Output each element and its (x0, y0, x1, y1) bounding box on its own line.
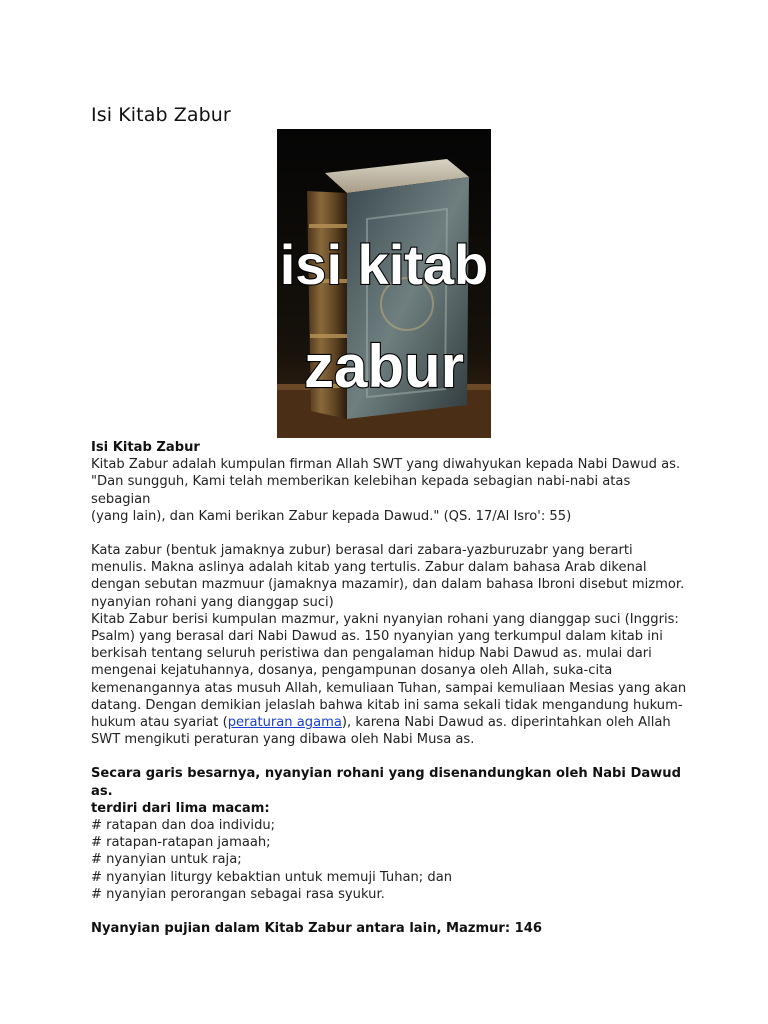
paragraph-line: Kitab Zabur adalah kumpulan firman Allah SWT yang diwahyukan kepada Nabi Dawud as. (91, 457, 681, 473)
article-body (91, 439, 691, 937)
paragraph-line: kemenangannya atas musuh Allah, kemuliaan Tuhan, sampai kemuliaan Mesias yang akan (91, 680, 687, 696)
paragraph-line: Psalm) yang berasal dari Nabi Dawud as. 150 nyanyian yang terkumpul dalam kitab ini (91, 629, 663, 645)
list-item: # nyanyian untuk raja; (91, 852, 242, 868)
paragraph-line: dengan sebutan mazmuur (jamaknya mazamir), dan dalam bahasa Ibroni disebut mizmor. (91, 577, 685, 593)
paragraph-line: datang. Dengan demikian jelaslah bahwa kitab ini sama sekali tidak mengandung hukum- (91, 697, 683, 713)
list-item: # ratapan-ratapan jamaah; (91, 835, 271, 851)
cover-title-line-2: zabur (303, 333, 465, 400)
spacer (91, 525, 691, 542)
paragraph-line: menulis. Makna aslinya adalah kitab yang tertulis. Zabur dalam bahasa Arab dikenal (91, 560, 647, 576)
book-cover-image (277, 129, 491, 438)
page-title: Isi Kitab Zabur (91, 104, 231, 126)
paragraph-line: (yang lain), dan Kami berikan Zabur kepada Dawud." (QS. 17/Al Isro': 55) (91, 508, 572, 524)
section-heading: Secara garis besarnya, nyanyian rohani yang disenandungkan oleh Nabi Dawud as. (91, 766, 681, 799)
text-before-link: hukum atau syariat ( (91, 715, 228, 731)
paragraph-line: berkisah tentang seluruh peristiwa dan pengalaman hidup Nabi Dawud as. mulai dari (91, 646, 652, 662)
section-heading: terdiri dari lima macam: (91, 800, 270, 816)
paragraph-line: "Dan sungguh, Kami telah memberikan kelebihan kepada sebagian nabi-nabi atas sebagian (91, 474, 631, 507)
section-heading: Nyanyian pujian dalam Kitab Zabur antara lain, Mazmur: 146 (91, 921, 543, 937)
paragraph-line: nyanyian rohani yang dianggap suci) (91, 594, 334, 610)
spacer (91, 903, 691, 920)
spacer (91, 748, 691, 765)
paragraph-line-with-link (91, 714, 691, 731)
paragraph-line: mengenai kejatuhannya, dosanya, pengampunan dosanya oleh Allah, suka-cita (91, 663, 613, 679)
paragraph-line: Kata zabur (bentuk jamaknya zubur) berasal dari zabara-yazburuzabr yang berarti (91, 543, 633, 559)
paragraph-line: Kitab Zabur berisi kumpulan mazmur, yakni nyanyian rohani yang dianggap suci (Inggris: (91, 611, 679, 627)
text-after-link: ), karena Nabi Dawud as. diperintahkan oleh Allah (341, 715, 671, 731)
book-illustration (277, 129, 491, 438)
section-heading: Isi Kitab Zabur (91, 440, 200, 455)
list-item: # nyanyian perorangan sebagai rasa syukur. (91, 886, 385, 902)
paragraph-line: SWT mengikuti peraturan yang dibawa oleh Nabi Musa as. (91, 732, 475, 748)
peraturan-agama-link[interactable]: peraturan agama (227, 715, 342, 731)
list-item: # ratapan dan doa individu; (91, 818, 276, 834)
list-item: # nyanyian liturgy kebaktian untuk memuji Tuhan; dan (91, 869, 453, 885)
cover-title-line-1: isi kitab (279, 233, 489, 296)
